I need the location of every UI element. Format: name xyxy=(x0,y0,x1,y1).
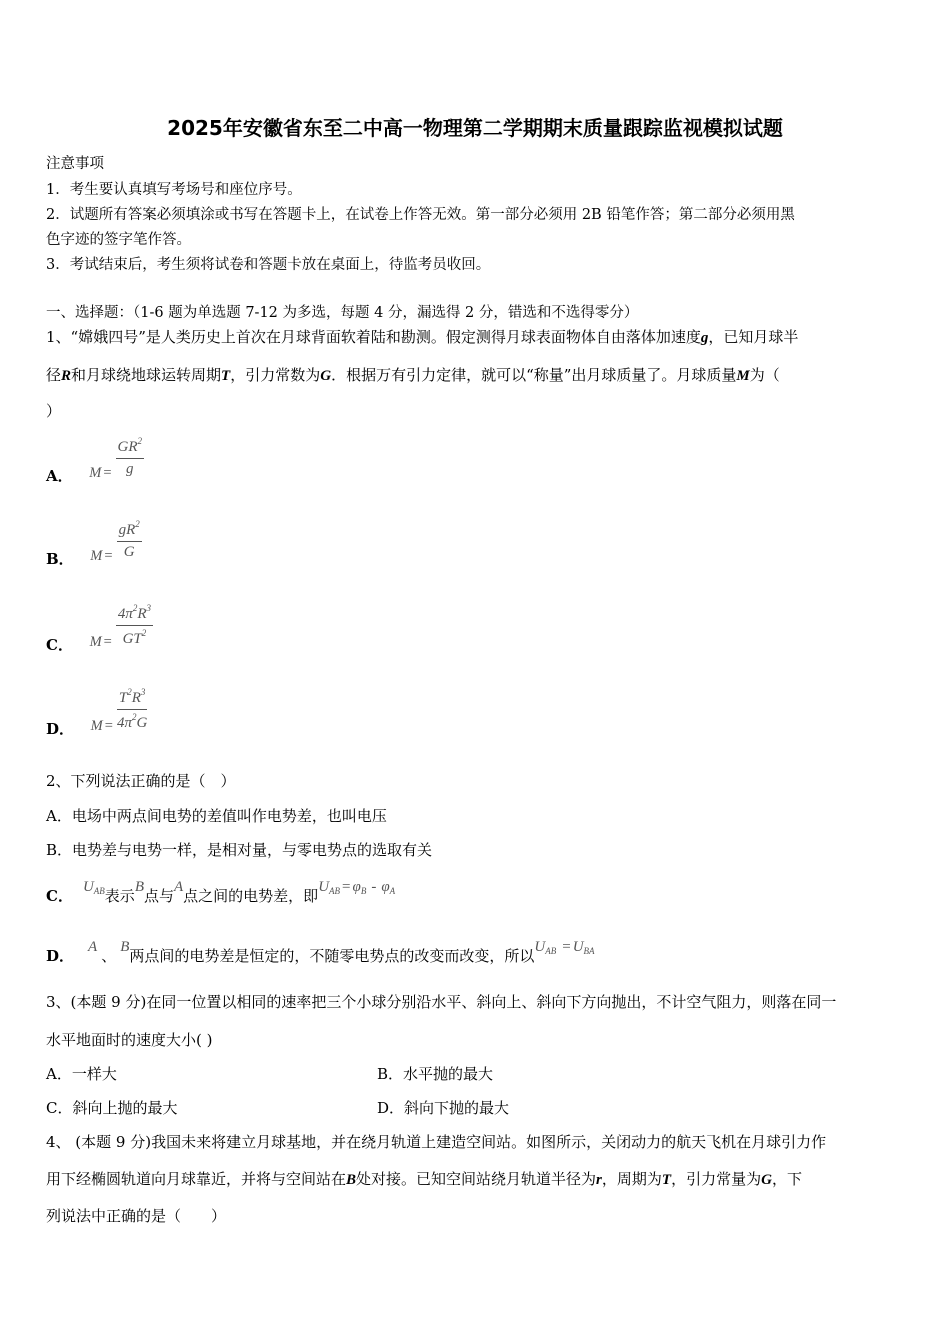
q3-line-1: 3、(本题 9 分)在同一位置以相同的速率把三个小球分别沿水平、斜向上、斜向下方向抛出，不计空气阻力，则落在同一 xyxy=(46,993,837,1011)
q1-option-b[interactable] xyxy=(46,519,142,568)
q1-option-a-den: g xyxy=(126,461,134,477)
q1-line-3: ） xyxy=(46,402,62,420)
page-title: 2025年安徽省东至二中高一物理第二学期期末质量跟踪监视模拟试题 xyxy=(167,116,783,140)
q2-option-c-phi-b-sub: B xyxy=(360,886,367,896)
q2-option-c-t3: 点之间的电势差，即 xyxy=(183,887,319,905)
q1-option-d-num-b: R xyxy=(131,690,141,706)
q1-option-d-num-a: T xyxy=(118,690,128,706)
q1-option-c-eq: = xyxy=(103,633,112,650)
q1-text-2e: 为（ xyxy=(749,366,780,384)
q4-var-B: B xyxy=(346,1172,357,1188)
q1-option-b-fraction xyxy=(117,519,142,561)
q1-option-c-den-exp: 2 xyxy=(141,628,147,638)
q1-option-a-lhs: M xyxy=(89,465,102,481)
q1-option-b-label: B． xyxy=(46,550,74,568)
q1-option-c-num-b: R xyxy=(137,606,147,622)
q2-option-c-eq: = xyxy=(342,879,351,895)
q2-option-c-u: U xyxy=(82,879,94,895)
q1-option-d-num-a-exp: 2 xyxy=(127,687,132,697)
q1-option-c-label: C． xyxy=(46,635,73,654)
q4-text-2d: ，引力常量为 xyxy=(671,1170,762,1188)
notice-item-3: 3．考试结束后，考生须将试卷和答题卡放在桌面上，待监考员收回。 xyxy=(46,257,491,273)
q4-var-G: G xyxy=(761,1172,772,1188)
q2-option-d-b: B xyxy=(120,939,130,955)
q1-option-c-den: GT xyxy=(122,631,142,647)
q2-option-c[interactable] xyxy=(46,875,396,905)
q1-option-d-num-b-exp: 3 xyxy=(140,687,146,697)
q3-option-c[interactable]: C．斜向上抛的最大 xyxy=(46,1099,178,1117)
q4-var-T: T xyxy=(661,1172,672,1188)
q1-option-b-num-exp: 2 xyxy=(135,519,140,529)
q4-text-2e: ，下 xyxy=(771,1170,802,1188)
q4-line-2 xyxy=(46,1168,802,1189)
section-heading: 一、选择题：（1-6 题为单选题 7-12 为多选，每题 4 分，漏选得 2 分，错选和不选得零分） xyxy=(46,305,639,321)
q1-option-c-num-a: 4π xyxy=(117,606,133,622)
q3-line-2: 水平地面时的速度大小( ) xyxy=(46,1031,213,1049)
q1-option-a-fraction xyxy=(116,436,145,478)
q1-option-d-den-a: 4π xyxy=(116,715,132,731)
q2-option-c-eq-u-sub: AB xyxy=(329,886,341,896)
q1-line-1 xyxy=(46,326,798,347)
q1-option-d-fraction xyxy=(117,687,148,732)
q1-option-a-num-exp: 2 xyxy=(137,436,143,446)
q2-option-c-phi-a-sub: A xyxy=(389,886,396,896)
q2-option-c-eq-u: U xyxy=(318,879,330,895)
q1-option-d-eq: = xyxy=(104,717,113,734)
q2-option-c-t2: 点与 xyxy=(143,887,174,905)
q2-option-d-t1: 、 xyxy=(101,947,117,965)
q1-option-c-num-b-exp: 3 xyxy=(146,603,152,613)
q1-option-d-lhs: M xyxy=(90,717,103,734)
q1-option-c-num-a-exp: 2 xyxy=(132,603,138,613)
q2-option-c-phi-a: φ xyxy=(381,879,390,895)
q2-option-c-a: A xyxy=(174,879,184,895)
q1-option-a[interactable] xyxy=(46,436,144,485)
q2-option-d-eq: = xyxy=(562,939,571,955)
q3-option-b[interactable]: B．水平抛的最大 xyxy=(377,1065,494,1083)
q2-option-d-u1: U xyxy=(534,939,546,955)
q2-option-d[interactable] xyxy=(46,935,595,965)
q1-var-M: M xyxy=(736,368,750,384)
q2-option-d-u2-sub: BA xyxy=(583,946,595,956)
q1-option-d-den-a-exp: 2 xyxy=(132,712,137,722)
q2-option-c-t1: 表示 xyxy=(104,887,135,905)
q1-text-2c: ，引力常数为 xyxy=(230,366,321,384)
q1-var-T: T xyxy=(221,368,231,384)
q1-text-1b: ，已知月球半 xyxy=(708,328,799,346)
q2-option-d-t2: 两点间的电势差是恒定的，不随零电势点的改变而改变，所以 xyxy=(129,947,535,965)
q2-option-c-minus: - xyxy=(371,879,377,895)
q3-option-a[interactable]: A．一样大 xyxy=(46,1065,117,1083)
q2-option-d-a: A xyxy=(88,939,98,955)
q1-option-b-num: gR xyxy=(118,522,136,538)
q1-text-1a: 1、“嫦娥四号”是人类历史上首次在月球背面软着陆和勘测。假定测得月球表面物体自由落体加速度 xyxy=(46,328,701,346)
q1-text-2b: 和月球绕地球运转周期 xyxy=(71,366,222,384)
notice-item-2-cont: 色字迹的签字笔作答。 xyxy=(46,232,191,248)
q2-option-c-phi-b: φ xyxy=(352,879,361,895)
q4-text-2b: 处对接。已知空间站绕月轨道半径为 xyxy=(356,1170,597,1188)
q1-line-2 xyxy=(46,364,780,385)
q1-option-a-num: GR xyxy=(117,439,138,455)
q1-option-a-eq: = xyxy=(103,465,112,481)
q2-option-c-u-sub: AB xyxy=(93,886,105,896)
q1-option-b-eq: = xyxy=(104,548,113,564)
q1-option-d-den-b: G xyxy=(136,715,148,731)
q2-option-b[interactable]: B．电势差与电势一样，是相对量，与零电势点的选取有关 xyxy=(46,841,433,859)
q2-option-c-label: C． xyxy=(46,887,73,905)
q2-option-d-u1-sub: AB xyxy=(545,946,557,956)
notice-item-1: 1．考生要认真填写考场号和座位序号。 xyxy=(46,182,302,198)
q4-line-3: 列说法中正确的是（ ） xyxy=(46,1207,227,1225)
q4-line-1: 4、 (本题 9 分)我国未来将建立月球基地，并在绕月轨道上建造空间站。如图所示，关闭动力的航天飞机在月球引力作 xyxy=(46,1133,827,1151)
q1-var-R: R xyxy=(61,368,72,384)
q1-option-d[interactable] xyxy=(46,687,148,738)
q2-stem: 2、下列说法正确的是（ ） xyxy=(46,772,236,790)
notice-heading: 注意事项 xyxy=(46,156,104,172)
q1-option-d-label: D． xyxy=(46,719,75,738)
notice-item-2: 2．试题所有答案必须填涂或书写在答题卡上，在试卷上作答无效。第一部分必须用 2B 铅笔作答；第二部分必须用黑 xyxy=(46,207,795,223)
q1-option-c-lhs: M xyxy=(89,633,102,650)
q1-option-a-label: A． xyxy=(46,467,73,485)
q4-var-r: r xyxy=(596,1172,602,1188)
q1-var-g: g xyxy=(700,330,709,346)
q1-option-c[interactable] xyxy=(46,603,153,654)
q2-option-d-u2: U xyxy=(572,939,584,955)
q4-text-2c: ，周期为 xyxy=(601,1170,662,1188)
q1-var-G: G xyxy=(320,368,332,384)
q2-option-a[interactable]: A．电场中两点间电势的差值叫作电势差，也叫电压 xyxy=(46,807,387,825)
q1-option-b-den: G xyxy=(123,544,135,560)
q1-text-2a: 径 xyxy=(46,366,62,384)
q2-option-d-label: D． xyxy=(46,947,75,965)
q1-option-b-lhs: M xyxy=(90,548,103,564)
q2-option-c-b: B xyxy=(134,879,144,895)
q1-text-2d: ．根据万有引力定律，就可以“称量”出月球质量了。月球质量 xyxy=(331,366,737,384)
q1-option-c-fraction xyxy=(116,603,153,648)
q3-option-d[interactable]: D．斜向下抛的最大 xyxy=(377,1099,510,1117)
q4-text-2a: 用下经椭圆轨道向月球靠近，并将与空间站在 xyxy=(46,1170,347,1188)
